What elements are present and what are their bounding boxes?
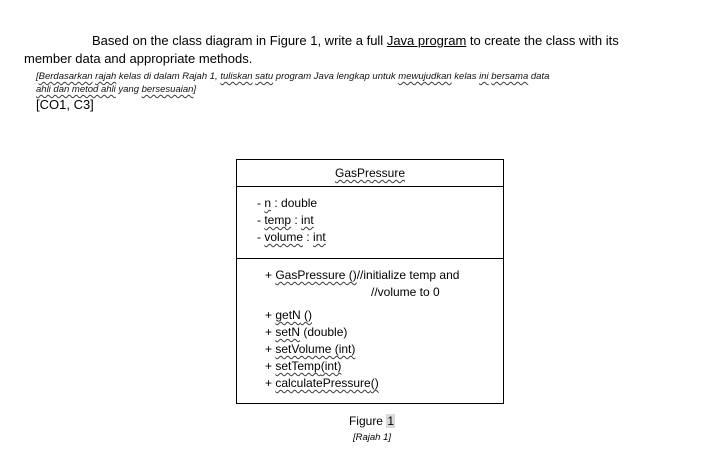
uml-class-name-section	[237, 160, 503, 187]
translation-line-2	[36, 83, 686, 96]
visibility-marker: -	[257, 230, 265, 244]
bracket: [	[36, 71, 39, 82]
spellcheck-word: tuliskan	[220, 71, 253, 82]
spellcheck-word: Berdasarkan	[38, 71, 93, 82]
uml-class-diagram	[236, 159, 504, 404]
separator: :	[271, 196, 282, 210]
method-params: (double)	[300, 325, 348, 339]
spellcheck-word: mewujudkan	[398, 71, 452, 82]
uml-method	[265, 358, 503, 375]
visibility-marker: +	[265, 268, 276, 282]
separator: :	[303, 230, 314, 244]
attribute-type: double	[281, 196, 318, 210]
attribute-name: volume	[264, 230, 304, 244]
translation-text-part: kelas di dalam Rajah 1,	[116, 71, 221, 82]
uml-method	[265, 375, 503, 392]
course-outcome: [CO1, C3]	[36, 97, 94, 112]
uml-attribute	[257, 212, 503, 229]
uml-class-name: GasPressure	[334, 166, 406, 180]
uml-attribute	[257, 195, 503, 212]
method-name: setN	[275, 325, 301, 339]
bracket: ]	[193, 84, 197, 95]
constructor-comment: //initialize temp and	[356, 268, 460, 282]
attribute-name: n	[264, 196, 272, 210]
question-text-part: Based on the class diagram in Figure 1, write a full	[92, 33, 387, 48]
spellcheck-word: ahli dan metod ahli	[36, 84, 116, 95]
visibility-marker: +	[265, 325, 276, 339]
uml-attributes-section	[237, 187, 503, 259]
translation-text-part: yang	[115, 84, 142, 95]
spellcheck-word: satu	[255, 71, 274, 82]
method-name: setTemp	[275, 359, 321, 373]
question-text-part: to create the class with its	[466, 33, 619, 48]
attribute-type: int	[313, 230, 326, 244]
java-program-link[interactable]: Java program	[386, 33, 467, 48]
figure-number: 1	[387, 414, 395, 428]
method-name: getN	[275, 308, 301, 322]
uml-method	[265, 341, 503, 358]
visibility-marker: +	[265, 308, 276, 322]
figure-label: Figure	[348, 414, 387, 428]
question-translation	[36, 70, 686, 96]
attribute-name: temp	[264, 213, 292, 227]
uml-constructor-comment-2: //volume to 0	[371, 285, 440, 299]
visibility-marker: +	[265, 376, 276, 390]
method-params: (int)	[331, 342, 356, 356]
figure-caption-translation: [Rajah 1]	[352, 432, 392, 443]
translation-text-part: kelas	[451, 71, 480, 82]
visibility-marker: +	[265, 342, 276, 356]
uml-attribute	[257, 229, 503, 246]
question-line-2: member data and appropriate methods.	[24, 51, 253, 66]
method-params: (int)	[320, 359, 342, 373]
translation-line-1	[36, 70, 686, 83]
uml-methods-section	[237, 259, 503, 392]
method-params: ()	[300, 308, 313, 322]
method-name: setVolume	[275, 342, 332, 356]
figure-caption	[340, 413, 404, 429]
method-params: ()	[370, 376, 379, 390]
visibility-marker: +	[265, 359, 276, 373]
spellcheck-word: rajah	[95, 71, 117, 82]
method-name: calculatePressure	[275, 376, 371, 390]
visibility-marker: -	[257, 213, 265, 227]
spellcheck-word: bersama	[491, 71, 529, 82]
uml-constructor	[265, 267, 503, 284]
constructor-name: GasPressure	[275, 268, 346, 282]
constructor-params: ()	[345, 268, 357, 282]
question-line-1	[24, 32, 694, 50]
uml-method	[265, 307, 503, 324]
attribute-type: int	[301, 213, 314, 227]
question-text	[24, 32, 694, 68]
translation-text-part: program Java lengkap untuk	[273, 71, 399, 82]
visibility-marker: -	[257, 196, 265, 210]
spellcheck-word: ini	[479, 71, 489, 82]
uml-method	[265, 324, 503, 341]
translation-text-part: data	[528, 71, 550, 82]
spellcheck-word: bersesuaian	[141, 84, 194, 95]
separator: :	[291, 213, 302, 227]
